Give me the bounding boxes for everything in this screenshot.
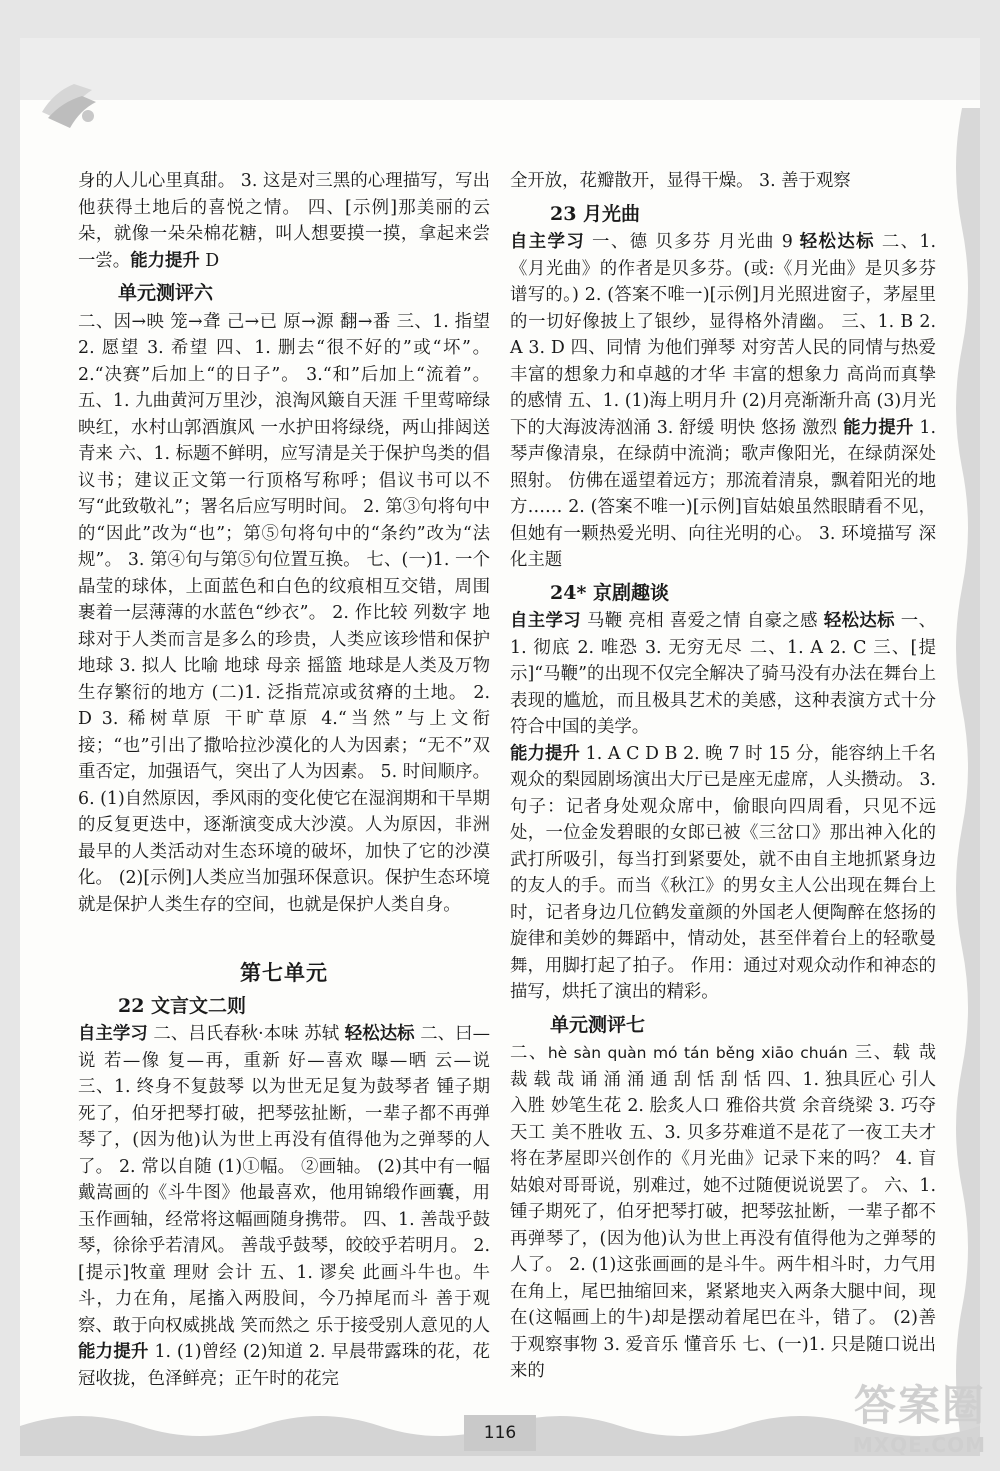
answer-text: 一、德 贝多芬 月光曲 9: [585, 232, 800, 252]
section-label: 能力提升: [843, 417, 914, 438]
lesson-heading: 22 文言文二则: [118, 994, 247, 1017]
section-label: 能力提升: [510, 743, 581, 764]
answer-text: 1. A C D B 2. 晚 7 时 15 分，能容纳上千名观众的梨园剧场演出大厅已是座无虚席，人头攒动。 3. 句子：记者身处观众席中，偷眼向四周看，只见不远处，一位金发碧眼的女郎已被《三岔口》那出神入化的武打所吸引，每当打到紧要处，就不由自主地抓紧身边的友人的手。而当《秋江》的男女主人公出现在舞台上时，记者身边几位鹤发童颜的外国老人便陶醉在悠扬的旋律和美妙的舞蹈中，情动处，甚至伴着台上的轻歌曼舞，用脚打起了拍子。 作用：通过对观众动作和神态的描写，烘托了演出的精彩。: [510, 743, 936, 1002]
page: [20, 38, 980, 1456]
paragraph: [78, 168, 490, 274]
unit-title: 第七单元: [240, 960, 328, 985]
answer-text: 马鞭 亮相 喜爱之情 自豪之感: [581, 611, 824, 631]
paragraph: [510, 1040, 936, 1385]
answer-text: 1. (1)曾经 (2)知道 2. 早晨带露珠的花，花冠收拢，色泽鲜亮；正午时的花完: [78, 1342, 490, 1389]
watermark-url: MXQE.COM: [852, 1433, 986, 1457]
answer-text: 1. 琴声像清泉，在绿荫中流淌；歌声像阳光，在绿荫深处照射。 仿佛在遥望着远方；那流着清泉，飘着阳光的地方…… 2. (答案不唯一)[示例]盲姑娘虽然眼睛看不见，但她有一颗热爱光明、向往光明的心。 3. 环境描写 深化主题: [510, 417, 936, 570]
page-number: 116: [464, 1415, 536, 1451]
pinyin-answers: hè sàn quàn mó tán běng xiāo chuán: [547, 1044, 848, 1062]
paragraph: [78, 1021, 490, 1392]
watermark-title: 答案圈: [853, 1381, 986, 1430]
left-column: [78, 168, 490, 1392]
right-column: [510, 168, 936, 1385]
answer-text: 一、1. 彻底 2. 唯恐 3. 无穷无尽 二、1. A 2. C 三、[提示]“马鞭”的出现不仅完全解决了骑马没有办法在舞台上表现的尴尬，而且极具艺术的美感，这种表演方式十分符合中国的美学。: [510, 611, 936, 737]
section-heading: 单元测评六: [118, 282, 214, 304]
section-label: 自主学习: [510, 232, 586, 252]
section-label: 能力提升: [78, 1342, 149, 1362]
paragraph: [510, 741, 936, 1006]
section-label: 轻松达标: [823, 611, 895, 631]
section-label: 轻松达标: [344, 1024, 415, 1044]
paragraph: [510, 229, 936, 574]
answer-text: 身的人儿心里真甜。 3. 这是对三黑的心理描写，写出他获得土地后的喜悦之情。 四、[示例]那美丽的云朵，就像一朵朵棉花糖，叫人想要摸一摸，拿起来尝一尝。: [78, 171, 490, 271]
lesson-heading: 24* 京剧趣谈: [550, 581, 669, 604]
book-logo-icon: [34, 72, 104, 132]
section-label: 轻松达标: [799, 232, 875, 252]
section-label: 能力提升: [130, 250, 200, 271]
paragraph: 全开放，花瓣散开，显得干燥。 3. 善于观察: [510, 171, 851, 191]
answer-text: 二、曰—说 若—像 复—再，重新 好—喜欢 曝—晒 云—说 三、1. 终身不复鼓琴 以为世无足复为鼓琴者 锺子期死了，伯牙把琴打破，把琴弦扯断，一辈子都不再弹琴了，(因为他)认为世上再没有值得他为之弹琴的人了。 2. 常以自随 (1)①幅。 ②画轴。 (2)其中有一幅戴嵩画的《斗牛图》他最喜欢，他用锦缎作画囊，用玉作画轴，经常将这幅画随身携带。 四、1. 善哉乎鼓琴，徐徐乎若清风。 善哉乎鼓琴，皎皎乎若明月。 2. [提示]牧童 理财 会计 五、1. 谬矣 此画斗牛也。牛斗，力在角，尾搐入两股间，今乃掉尾而斗 善于观察、敢于向权威挑战 笑而然之 乐于接受别人意见的人: [78, 1024, 490, 1336]
answer-text: 三、载 哉 裁 载 哉 诵 涌 涌 通 刮 恬 刮 恬 四、1. 独具匠心 引人入胜 妙笔生花 2. 脍炙人口 雅俗共赏 余音绕梁 3. 巧夺天工 美不胜收 五、3. 贝多芬难道不是花了一夜工夫才将在茅屋即兴创作的《月光曲》记录下来的吗？ 4. 盲姑娘对哥哥说，别难过，她不过随便说说罢了。 六、1. 锺子期死了，伯牙把琴打破，把琴弦扯断，一辈子都不再弹琴了，(因为他)认为世上再没有值得他为之弹琴的人了。 2. (1)这张画画的是斗牛。两牛相斗时，力气用在角上，尾巴抽缩回来，紧紧地夹入两条大腿中间，现在(这幅画上的牛)却是摆动着尾巴在斗，错了。 (2)善于观察事物 3. 爱音乐 懂音乐 七、(一)1. 只是随口说出来的: [510, 1043, 936, 1381]
answer-text: 二、: [510, 1043, 548, 1063]
section-label: 自主学习: [78, 1024, 148, 1044]
paragraph: 二、因→映 笼→聋 己→已 原→源 翻→番 三、1. 指望 2. 愿望 3. 希望 四、1. 删去“很不好的”或“坏”。 2.“决赛”后加上“的日子”。 3.“和”后加上“流着”。 五、1. 九曲黄河万里沙，浪淘风簸自天涯 千里莺啼绿映红，水村山郭酒旗风 一水护田将绿绕，两山排闼送青来 六、1. 标题不鲜明，应写清是关于保护鸟类的倡议书；建议正文第一行顶格写称呼；倡议书可以不写“此致敬礼”；署名后应写明时间。 2. 第③句将句中的“因此”改为“也”；第⑤句将句中的“条约”改为“法规”。 3. 第④句与第⑤句位置互换。 七、(一)1. 一个晶莹的球体，上面蓝色和白色的纹痕相互交错，周围裹着一层薄薄的水蓝色“纱衣”。 2. 作比较 列数字 地球对于人类而言是多么的珍贵，人类应该珍惜和保护地球 3. 拟人 比喻 地球 母亲 摇篮 地球是人类及万物生存繁衍的地方 (二)1. 泛指荒凉或贫瘠的土地。 2. D 3. 稀树草原 干旷草原 4.“当然”与上文衔接；“也”引出了撒哈拉沙漠化的人为因素；“无不”双重否定，加强语气，突出了人为因素。 5. 时间顺序。 6. (1)自然原因，季风雨的变化使它在湿润期和干旱期的反复更迭中，逐渐演变成大沙漠。人为原因，非洲最早的人类活动对生态环境的破坏，加快了它的沙漠化。 (2)[示例]人类应当加强环保意识。保护生态环境就是保护人类生存的空间，也就是保护人类自身。: [78, 311, 490, 915]
watermark-logo: [853, 1373, 986, 1457]
answer-text: D: [199, 250, 220, 271]
right-decorative-border: [948, 108, 980, 1448]
answer-text: 二、吕氏春秋·本味 苏轼: [147, 1024, 345, 1044]
answer-text: 二、1.《月光曲》的作者是贝多芬。(或:《月光曲》是贝多芬谱写的。) 2. (答案不唯一)[示例]月光照进窗子，茅屋里的一切好像披上了银纱，显得格外清幽。 三、1. B 2. A 3. D 四、同情 为他们弹琴 对穷苦人民的同情与热爱 丰富的想象力和卓越的才华 丰富的想象力 高尚而真挚的感情 五、1. (1)海上明月升 (2)月亮渐渐升高 (3)月光下的大海波涛汹涌 3. 舒缓 明快 悠扬 激烈: [510, 232, 936, 438]
lesson-heading: 23 月光曲: [550, 202, 641, 225]
section-heading: 单元测评七: [550, 1013, 646, 1036]
section-label: 自主学习: [510, 611, 582, 631]
header-band: [20, 38, 980, 100]
paragraph: [510, 608, 936, 741]
